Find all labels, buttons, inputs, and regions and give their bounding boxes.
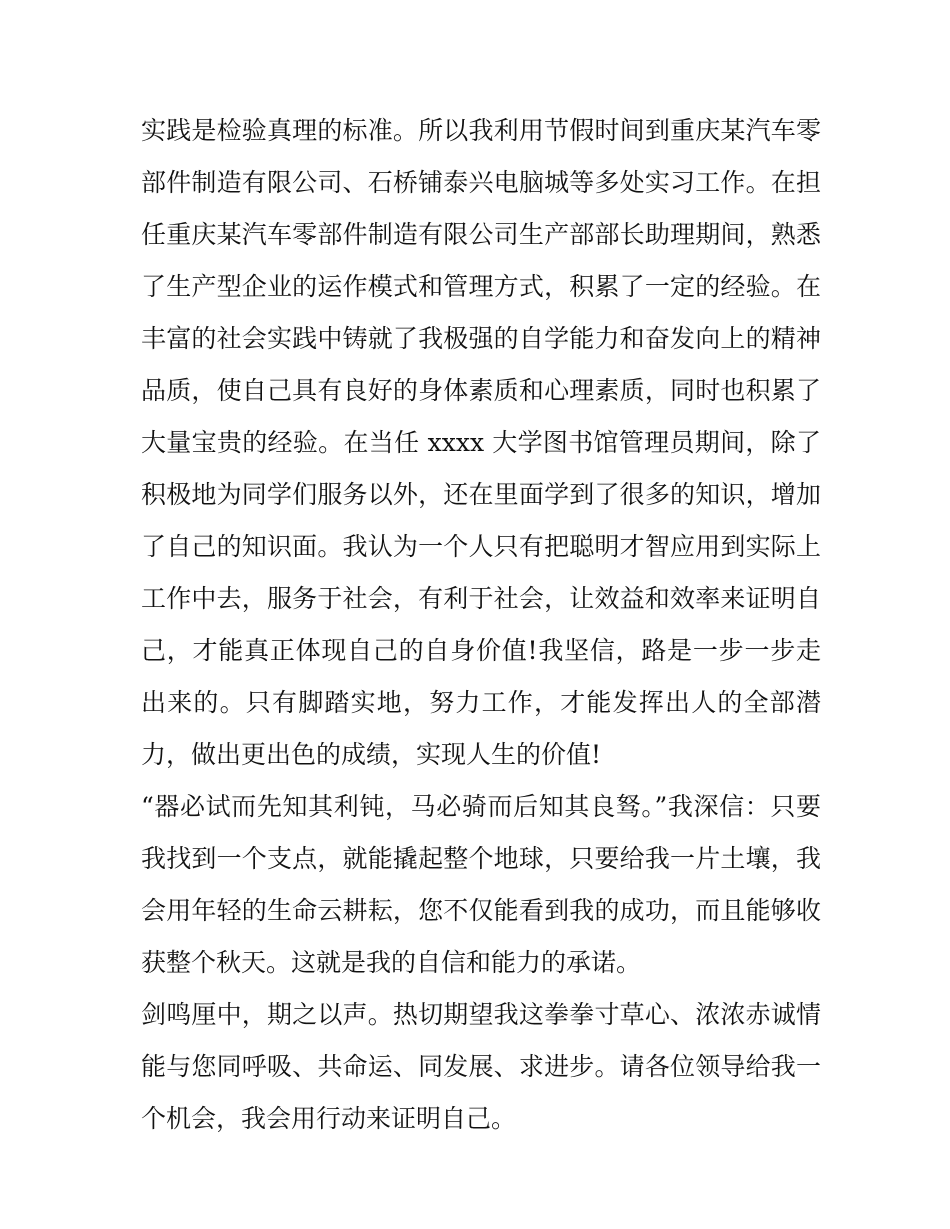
text-line: 了生产型企业的运作模式和管理方式，积累了一定的经验。在 xyxy=(141,272,821,301)
text-line: 己，才能真正体现自己的自身价值!我坚信，路是一步一步走 xyxy=(141,636,821,665)
text-line: 个机会，我会用行动来证明自己。 xyxy=(141,1104,517,1133)
text-line: 我找到一个支点，就能撬起整个地球，只要给我一片土壤，我 xyxy=(141,844,821,873)
text-line: 会用年轻的生命云耕耘，您不仅能看到我的成功，而且能够收 xyxy=(141,896,821,925)
text-line: 品质，使自己具有良好的身体素质和心理素质，同时也积累了 xyxy=(141,376,821,405)
text-line: 任重庆某汽车零部件制造有限公司生产部部长助理期间，熟悉 xyxy=(141,220,821,249)
text-line: 部件制造有限公司、石桥铺泰兴电脑城等多处实习工作。在担 xyxy=(141,168,821,197)
text-line: 能与您同呼吸、共命运、同发展、求进步。请各位领导给我一 xyxy=(141,1052,821,1081)
text-line: 出来的。只有脚踏实地，努力工作，才能发挥出人的全部潜 xyxy=(141,688,821,717)
text-line: 大量宝贵的经验。在当任 xxxx 大学图书馆管理员期间，除了 xyxy=(141,428,821,457)
text-line: 获整个秋天。这就是我的自信和能力的承诺。 xyxy=(141,948,642,977)
text-line: 工作中去，服务于社会，有利于社会，让效益和效率来证明自 xyxy=(141,584,821,613)
text-line: 了自己的知识面。我认为一个人只有把聪明才智应用到实际上 xyxy=(141,532,821,561)
text-line: “器必试而先知其利钝，马必骑而后知其良驽。”我深信：只要 xyxy=(141,792,821,821)
text-line: 丰富的社会实践中铸就了我极强的自学能力和奋发向上的精神 xyxy=(141,324,821,353)
text-line: 力，做出更出色的成绩，实现人生的价值! xyxy=(141,740,602,769)
text-line: 积极地为同学们服务以外，还在里面学到了很多的知识，增加 xyxy=(141,480,821,509)
text-line: 实践是检验真理的标准。所以我利用节假时间到重庆某汽车零 xyxy=(141,116,821,145)
text-line: 剑鸣厘中，期之以声。热切期望我这拳拳寸草心、浓浓赤诚情 xyxy=(141,1000,821,1029)
